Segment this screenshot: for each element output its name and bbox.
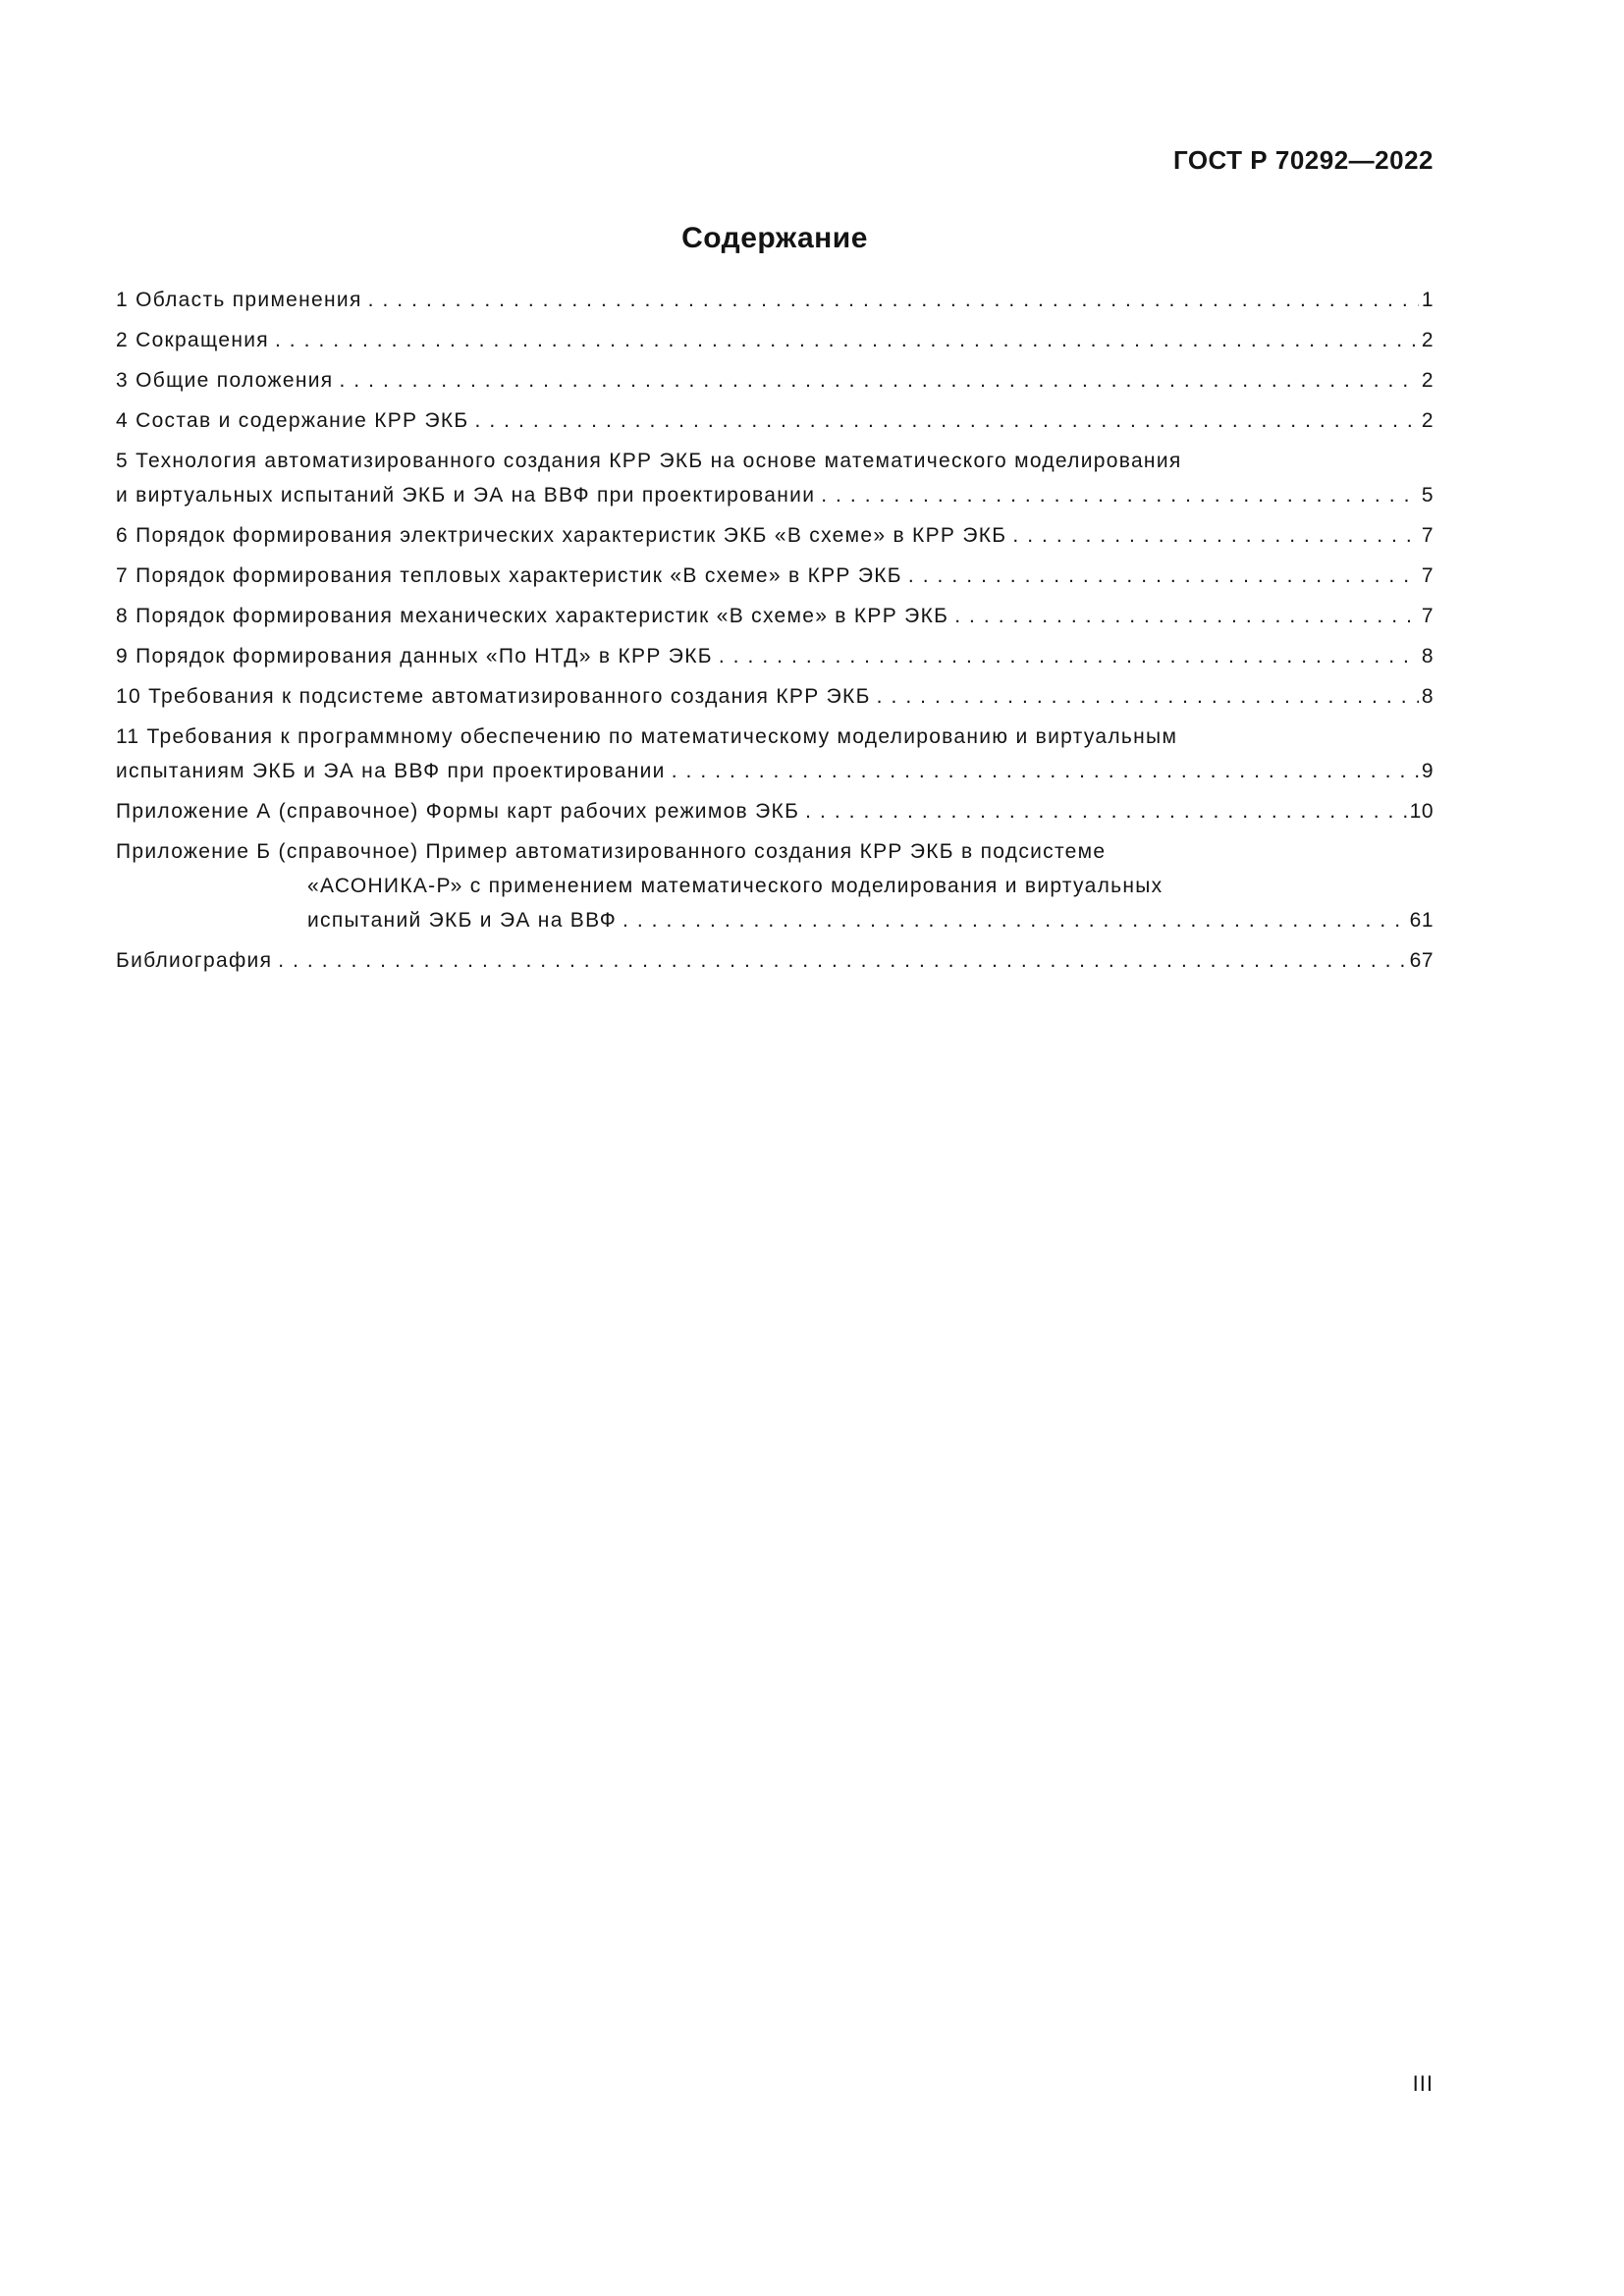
toc-entry [116, 444, 1434, 512]
toc-line [116, 559, 1434, 593]
toc-page-number: 10 [1409, 800, 1434, 823]
toc-entry-text: 7 Порядок формирования тепловых характеристик «В схеме» в КРР ЭКБ [116, 564, 902, 587]
toc-line [116, 754, 1434, 788]
dot-leader [821, 478, 1419, 512]
toc-entry-text: 11 Требования к программному обеспечению по математическому моделированию и виртуальным [116, 725, 1178, 748]
dot-leader [719, 639, 1419, 673]
toc-page-number: 7 [1421, 524, 1434, 547]
toc-line [116, 518, 1434, 553]
toc-page-number: 8 [1421, 645, 1434, 667]
toc-entry [116, 283, 1434, 317]
toc-entry-text: 2 Сокращения [116, 329, 269, 351]
toc-entry [116, 679, 1434, 714]
toc-page-number: 7 [1421, 564, 1434, 587]
toc-page-number: 1 [1421, 289, 1434, 311]
dot-leader [954, 599, 1419, 633]
toc-line [116, 720, 1434, 754]
toc-page-number: 67 [1409, 949, 1434, 972]
toc-page-number: 2 [1421, 409, 1434, 432]
toc-entry-text: 5 Технология автоматизированного создания КРР ЭКБ на основе математического моделирования [116, 450, 1182, 472]
toc-page-number: 8 [1421, 685, 1434, 708]
dot-leader [368, 283, 1419, 317]
toc-entry-text: 1 Область применения [116, 289, 362, 311]
toc-line [116, 403, 1434, 438]
dot-leader [623, 903, 1407, 937]
dot-leader [339, 363, 1418, 398]
dot-leader [278, 943, 1406, 978]
toc-entry [116, 720, 1434, 788]
toc-entry-text: испытаниям ЭКБ и ЭА на ВВФ при проектировании [116, 760, 666, 782]
toc-entry [116, 559, 1434, 593]
toc-line [116, 444, 1434, 478]
toc-line [116, 283, 1434, 317]
toc-entry [116, 794, 1434, 828]
toc-page-number: 2 [1421, 369, 1434, 392]
toc-entry-text: 3 Общие положения [116, 369, 334, 392]
toc-line [116, 599, 1434, 633]
toc-entry [116, 403, 1434, 438]
toc-page-number: 61 [1409, 909, 1434, 932]
toc-line [116, 478, 1434, 512]
toc-entry-text: Библиография [116, 949, 273, 972]
toc-entry-text: Приложение А (справочное) Формы карт рабочих режимов ЭКБ [116, 800, 800, 823]
standard-code: ГОСТ Р 70292—2022 [1172, 145, 1434, 175]
toc-line [116, 869, 1434, 903]
toc-line [116, 794, 1434, 828]
toc-line [116, 363, 1434, 398]
dot-leader [672, 754, 1419, 788]
toc-entry-text: 8 Порядок формирования механических характеристик «В схеме» в КРР ЭКБ [116, 605, 949, 627]
toc-entry [116, 599, 1434, 633]
dot-leader [877, 679, 1419, 714]
toc-entry [116, 323, 1434, 357]
dot-leader [805, 794, 1406, 828]
toc-entry-text: 10 Требования к подсистеме автоматизированного создания КРР ЭКБ [116, 685, 871, 708]
dot-leader [1012, 518, 1418, 553]
toc [116, 283, 1434, 984]
toc-line [116, 943, 1434, 978]
dot-leader [908, 559, 1419, 593]
dot-leader [275, 323, 1419, 357]
page-title: Содержание [681, 222, 868, 254]
toc-entry [116, 518, 1434, 553]
toc-page-number: 7 [1421, 605, 1434, 627]
toc-entry [116, 639, 1434, 673]
toc-entry-text: 4 Состав и содержание КРР ЭКБ [116, 409, 469, 432]
toc-entry [116, 943, 1434, 978]
toc-entry-text: и виртуальных испытаний ЭКБ и ЭА на ВВФ при проектировании [116, 484, 816, 507]
toc-entry-text: 6 Порядок формирования электрических характеристик ЭКБ «В схеме» в КРР ЭКБ [116, 524, 1007, 547]
toc-line [116, 834, 1434, 869]
toc-entry [116, 834, 1434, 937]
toc-line [116, 323, 1434, 357]
toc-entry [116, 363, 1434, 398]
folio-page-number: III [1412, 2071, 1434, 2096]
toc-page-number: 2 [1421, 329, 1434, 351]
toc-line [116, 903, 1434, 937]
dot-leader [475, 403, 1419, 438]
toc-line [116, 639, 1434, 673]
toc-entry-text: испытаний ЭКБ и ЭА на ВВФ [307, 909, 617, 932]
toc-line [116, 679, 1434, 714]
toc-page-number: 9 [1421, 760, 1434, 782]
toc-page-number: 5 [1421, 484, 1434, 507]
toc-entry-text: «АСОНИКА-Р» с применением математического моделирования и виртуальных [307, 875, 1164, 897]
toc-entry-text: 9 Порядок формирования данных «По НТД» в КРР ЭКБ [116, 645, 713, 667]
toc-entry-text: Приложение Б (справочное) Пример автоматизированного создания КРР ЭКБ в подсистеме [116, 840, 1107, 863]
